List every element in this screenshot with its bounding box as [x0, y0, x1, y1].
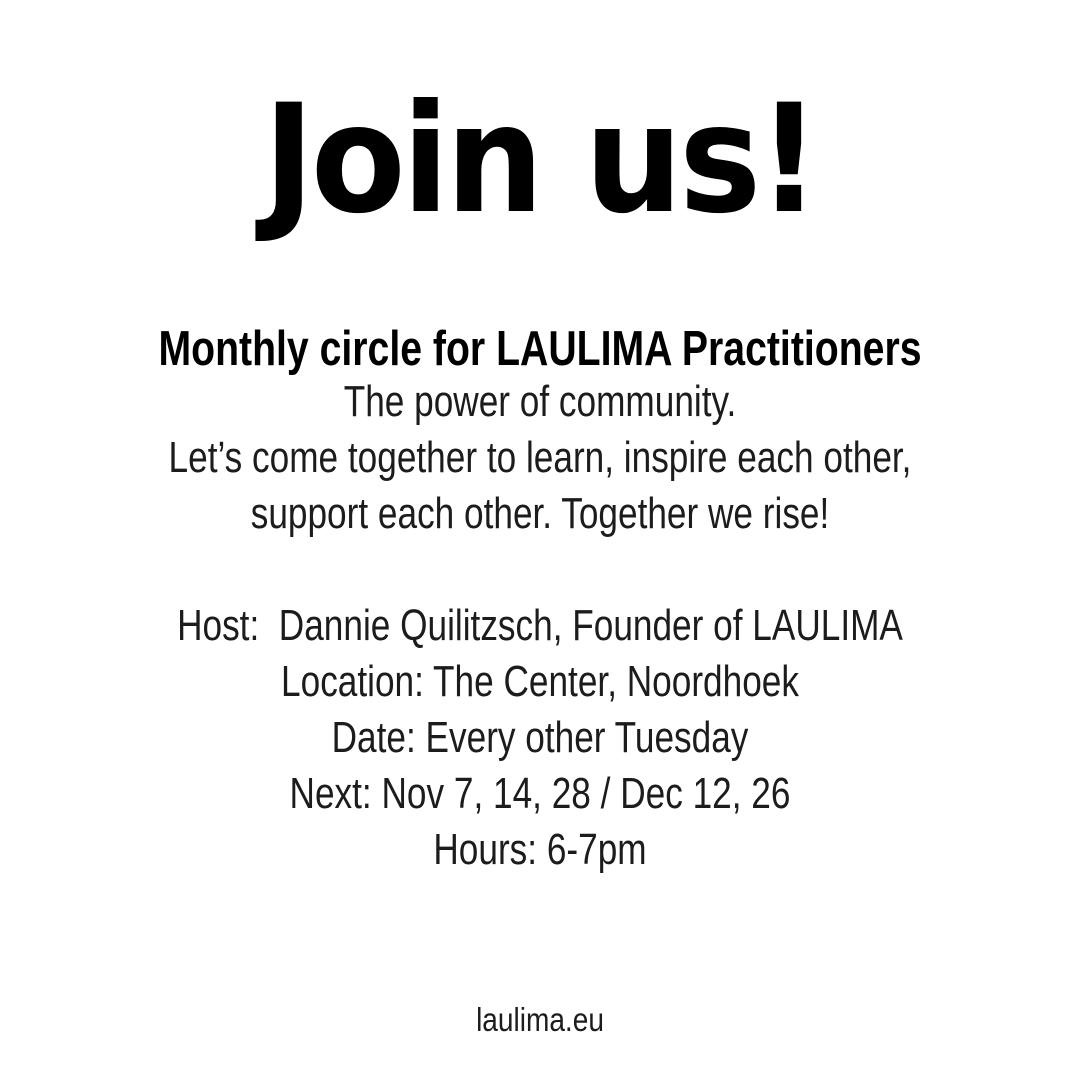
headline: Join us! [263, 73, 817, 247]
website-url: laulima.eu [476, 1001, 604, 1038]
detail-line-next: Next: Nov 7, 14, 28 / Dec 12, 26 [289, 769, 791, 818]
intro-line-1: The power of community. [343, 377, 737, 426]
paragraph-spacer [108, 542, 972, 598]
detail-line-location: Location: The Center, Noordhoek [281, 657, 799, 706]
detail-line-host: Host: Dannie Quilitzsch, Founder of LAULIMA [177, 601, 903, 650]
intro-line-2: Let’s come together to learn, inspire each other, [168, 433, 912, 482]
detail-line-date: Date: Every other Tuesday [331, 713, 749, 762]
body-copy [108, 374, 972, 878]
detail-line-hours: Hours: 6-7pm [433, 825, 647, 874]
intro-line-3: support each other. Together we rise! [250, 489, 830, 538]
subtitle: Monthly circle for LAULIMA Practitioners [158, 322, 922, 376]
